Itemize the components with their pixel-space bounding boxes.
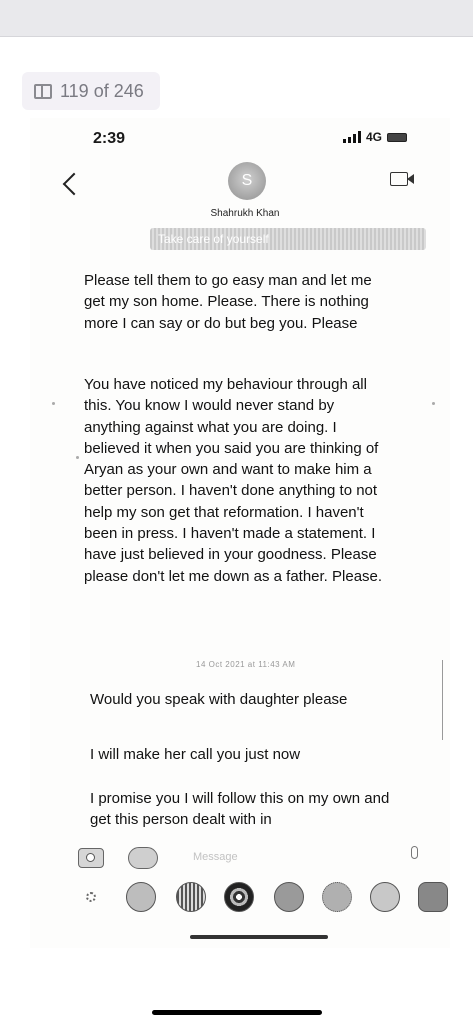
scan-divider-bar: [190, 935, 328, 939]
video-camera-icon[interactable]: [390, 172, 408, 186]
globe-search-icon[interactable]: [370, 882, 400, 912]
vinyl-icon[interactable]: [224, 882, 254, 912]
gear-icon[interactable]: [86, 892, 96, 902]
app-tray: [82, 880, 452, 914]
page-counter: 119 of 246: [60, 80, 144, 101]
message-bubble-3: Would you speak with daughter please: [90, 691, 348, 708]
home-indicator[interactable]: [152, 1010, 322, 1015]
message-bubble-1: Please tell them to go easy man and let me get my son home. Please. There is nothing more I can say or do but beg you. Please: [84, 272, 372, 332]
app-store-icon[interactable]: [126, 882, 156, 912]
scan-artifact-dot: [76, 456, 79, 459]
scan-artifact-line: [442, 660, 443, 740]
microphone-icon[interactable]: [411, 846, 418, 859]
status-time: 2:39: [93, 130, 126, 147]
avatar-initial: S: [241, 172, 253, 189]
status-indicators: [343, 130, 407, 144]
message-bubble-4: I will make her call you just now: [90, 746, 301, 763]
avatar[interactable]: [228, 162, 266, 200]
message-input[interactable]: Message: [193, 851, 238, 863]
contact-name[interactable]: Shahrukh Khan: [210, 208, 280, 219]
battery-icon: [387, 133, 407, 142]
message-bubble-5: I promise you I will follow this on my own and get this person dealt with in: [90, 790, 390, 829]
memoji-icon[interactable]: [274, 882, 304, 912]
signal-icon: [343, 131, 361, 143]
network-label: 4G: [366, 130, 383, 144]
music-icon[interactable]: [418, 882, 448, 912]
scan-artifact-dot: [432, 402, 435, 405]
message-timestamp: 14 Oct 2021 at 11:43 AM: [196, 660, 296, 669]
smudged-message: Take care of yourself: [150, 228, 426, 250]
camera-icon[interactable]: [78, 848, 104, 868]
owl-icon[interactable]: [322, 882, 352, 912]
book-icon: [34, 84, 52, 99]
top-bar: [0, 0, 473, 37]
compose-bar: [78, 846, 428, 872]
scan-artifact-dot: [52, 402, 55, 405]
message-bubble-2: You have noticed my behaviour through all this. You know I would never stand by anything against what you are doing. I believed it when you said you are thinking of Aryan as your own and want to make him a better person. I haven't done anything to not help my son get that reformation. I haven't been in press. I haven't made a statement. I have just believed in your goodness. Please please don't let me down as a father. Please.: [84, 376, 383, 585]
page-counter-badge[interactable]: [22, 72, 160, 110]
sound-bars-icon[interactable]: [176, 882, 206, 912]
app-store-icon[interactable]: [128, 847, 158, 869]
